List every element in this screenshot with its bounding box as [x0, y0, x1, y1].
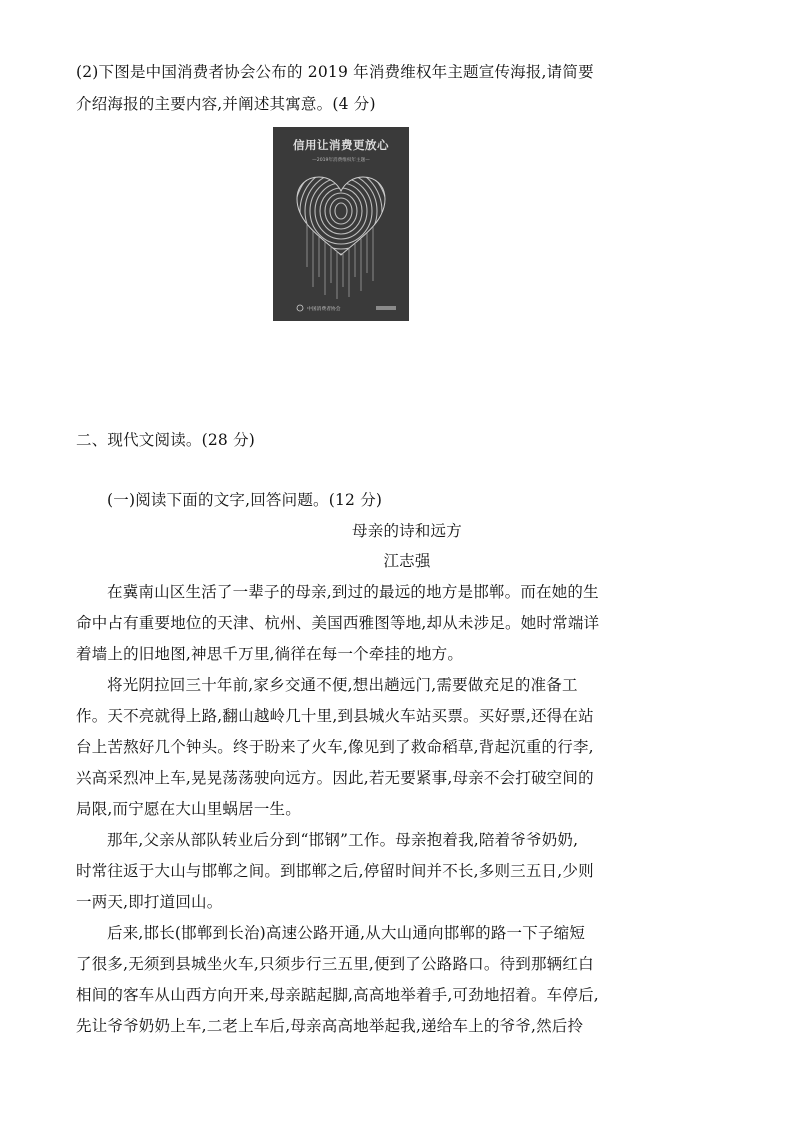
article-line: 了很多,无须到县城坐火车,只须步行三五里,便到了公路路口。待到那辆红白 [76, 955, 594, 973]
article-title: 母亲的诗和远方 [352, 522, 462, 540]
poster-subtitle: —2019年消费维权年主题— [312, 158, 370, 163]
article-line: 兴高采烈冲上车,晃晃荡荡驶向远方。因此,若无要紧事,母亲不会打破空间的 [76, 769, 594, 787]
poster-organization: 中国消费者协会 [307, 307, 341, 312]
article-line: 时常往返于大山与邯郸之间。到邯郸之后,停留时间并不长,多则三五日,少则 [76, 862, 594, 880]
article-line: 一两天,即打道回山。 [76, 893, 223, 911]
article-line: 命中占有重要地位的天津、杭州、美国西雅图等地,却从未涉足。她时常端详 [76, 614, 600, 632]
article-line: 在冀南山区生活了一辈子的母亲,到过的最远的地方是邯郸。而在她的生 [107, 583, 599, 601]
article-line: 台上苦熬好几个钟头。终于盼来了火车,像见到了救命稻草,背起沉重的行李, [76, 738, 594, 756]
question-line-2: 介绍海报的主要内容,并阐述其寓意。(4 分) [76, 95, 376, 113]
article-line: 先让爷爷奶奶上车,二老上车后,母亲高高地举起我,递给车上的爷爷,然后拎 [76, 1017, 584, 1035]
section-heading: 二、现代文阅读。(28 分) [76, 431, 256, 449]
article-line: 着墙上的旧地图,神思千万里,徜徉在每一个牵挂的地方。 [76, 645, 464, 663]
article-line: 后来,邯长(邯郸到长治)高速公路开通,从大山通向邯郸的路一下子缩短 [107, 924, 586, 942]
poster-title: 信用让消费更放心 [293, 138, 389, 152]
consumer-rights-poster [273, 127, 409, 321]
sub-section-heading: (一)阅读下面的文字,回答问题。(12 分) [107, 491, 383, 509]
article-line: 那年,父亲从部队转业后分到“邯钢”工作。母亲抱着我,陪着爷爷奶奶, [107, 831, 579, 849]
article-author: 江志强 [383, 552, 431, 570]
question-line-1: (2)下图是中国消费者协会公布的 2019 年消费维权年主题宣传海报,请简要 [76, 63, 594, 81]
article-line: 相间的客车从山西方向开来,母亲踮起脚,高高地举着手,可劲地招着。车停后, [76, 986, 599, 1004]
article-line: 作。天不亮就得上路,翻山越岭几十里,到县城火车站买票。买好票,还得在站 [76, 707, 594, 725]
article-line: 局限,而宁愿在大山里蜗居一生。 [76, 800, 301, 818]
article-line: 将光阴拉回三十年前,家乡交通不便,想出趟远门,需要做充足的准备工 [107, 676, 578, 694]
